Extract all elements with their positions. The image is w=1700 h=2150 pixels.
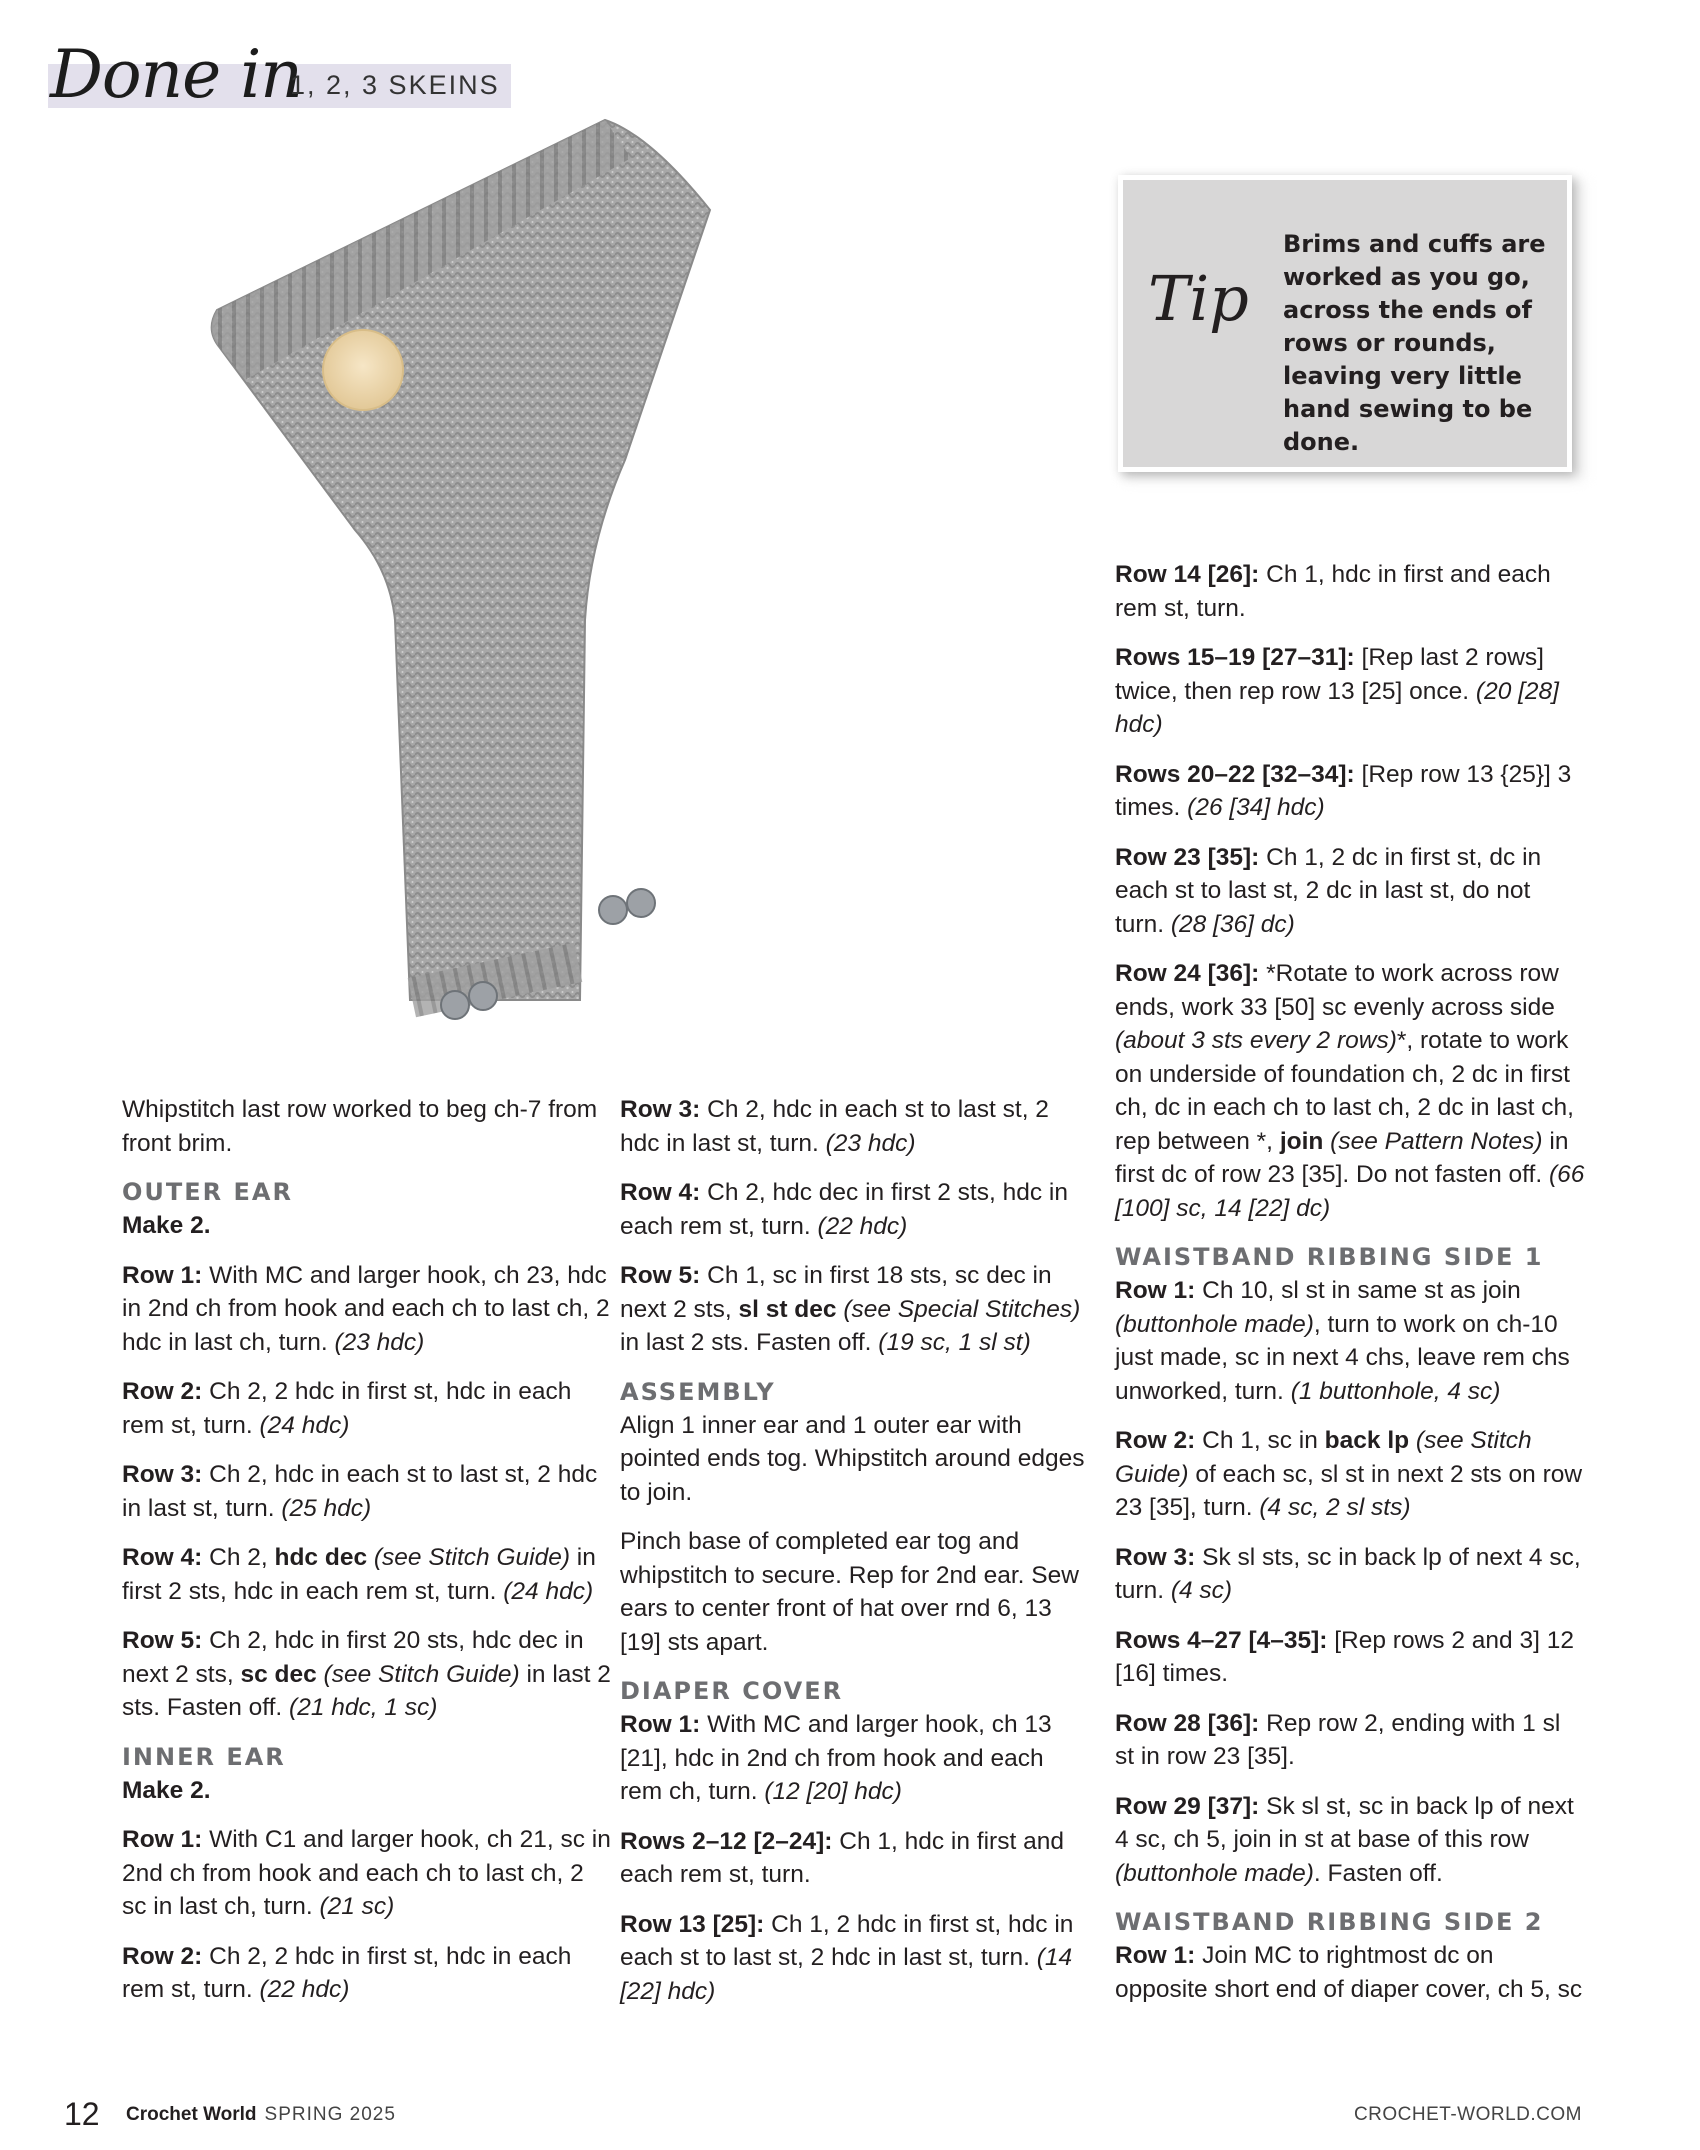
magazine-title: Crochet World [126,2104,257,2125]
button-icon [441,991,469,1019]
instruction-row: Row 4: Ch 2, hdc dec (see Stitch Guide) in first 2 sts, hdc in each rem st, turn. (24 hdc) [122,1544,596,1605]
instruction-row: Row 1: With C1 and larger hook, ch 21, sc in 2nd ch from hook and each ch to last ch, 2 sc in last ch, turn. (21 sc) [122,1826,611,1920]
column-2 [620,1093,1090,2024]
section-heading-inner-ear: INNER EAR [122,1742,286,1771]
instruction-row: Row 24 [36]: *Rotate to work across row ends, work 33 [50] sc evenly across side (about 3 sts every 2 rows)*, rotate to work on underside of foundation ch, 2 dc in first ch, dc in each ch to last ch, 2 dc in last ch, rep between *, join (see Pattern Notes) in first dc of row 23 [35]. Do not fasten off. (66 [100] sc, 14 [22] dc) [1115,960,1585,1222]
instruction-row: Row 2: Ch 2, 2 hdc in first st, hdc in each rem st, turn. (22 hdc) [122,1942,572,2003]
section-heading-diaper-cover: DIAPER COVER [620,1677,844,1705]
intro-paragraph: Whipstitch last row worked to beg ch-7 from front brim. [122,1096,598,1157]
pompom [323,330,403,410]
page-number: 12 [64,2096,100,2132]
section-heading-waistband-side-2: WAISTBAND RIBBING SIDE 2 [1115,1908,1544,1936]
instruction-row: Row 5: Ch 1, sc in first 18 sts, sc dec in next 2 sts, sl st dec (see Special Stitches) in last 2 sts. Fasten off. (19 sc, 1 sl st) [620,1262,1081,1356]
instruction-row: Row 3: Sk sl sts, sc in back lp of next 4 sc, turn. (4 sc) [1115,1543,1581,1604]
assembly-paragraph: Pinch base of completed ear tog and whipstitch to secure. Rep for 2nd ear. Sew ears to center front of hat over rnd 6, 13 [19] sts apart. [620,1528,1079,1656]
instruction-row: Row 3: Ch 2, hdc in each st to last st, 2 hdc in last st, turn. (23 hdc) [620,1096,1049,1157]
instruction-row: Row 14 [26]: Ch 1, hdc in first and each rem st, turn. [1115,561,1551,622]
diaper-cover-shape [212,120,710,1017]
button-icon [627,889,655,917]
instruction-row: Row 1: Ch 10, sl st in same st as join (buttonhole made), turn to work on ch-10 just made, sc in next 4 chs, leave rem chs unworked, turn. (1 buttonhole, 4 sc) [1115,1277,1570,1405]
instruction-row: Row 3: Ch 2, hdc in each st to last st, 2 hdc in last st, turn. (25 hdc) [122,1461,598,1522]
make-count: Make 2. [122,1776,211,1804]
instruction-row: Row 13 [25]: Ch 1, 2 hdc in first st, hdc in each st to last st, 2 hdc in last st, turn. (14 [22] hdc) [620,1910,1074,2005]
instruction-row: Row 28 [36]: Rep row 2, ending with 1 sl st in row 23 [35]. [1115,1709,1561,1770]
diaper-cover-photo [185,100,765,1060]
instruction-row: Row 1: With MC and larger hook, ch 13 [21], hdc in 2nd ch from hook and each rem ch, turn. (12 [20] hdc) [620,1711,1052,1805]
instruction-row: Row 1: With MC and larger hook, ch 23, hdc in 2nd ch from hook and each ch to last ch, 2 hdc in last ch, turn. (23 hdc) [122,1261,610,1356]
button-icon [469,982,497,1010]
instruction-row: Rows 20–22 [32–34]: [Rep row 13 {25}] 3 times. (26 [34] hdc) [1115,760,1572,821]
magazine-season: SPRING 2025 [264,2104,396,2125]
instruction-row: Rows 4–27 [4–35]: [Rep rows 2 and 3] 12 [16] times. [1115,1626,1574,1687]
tip-text: Brims and cuffs are worked as you go, across the ends of rows or rounds, leaving very little hand sewing to be done. [1283,230,1546,456]
instruction-row: Row 4: Ch 2, hdc dec in first 2 sts, hdc in each rem st, turn. (22 hdc) [620,1179,1068,1240]
section-heading-waistband-side-1: WAISTBAND RIBBING SIDE 1 [1115,1243,1544,1271]
header-skeins-label: 1, 2, 3 SKEINS [290,70,500,100]
instruction-row: Row 29 [37]: Sk sl st, sc in back lp of next 4 sc, ch 5, join in st at base of this row (buttonhole made). Fasten off. [1115,1792,1574,1887]
instruction-row: Row 2: Ch 1, sc in back lp (see Stitch Guide) of each sc, sl st in next 2 sts on row 23 [35], turn. (4 sc, 2 sl sts) [1115,1427,1583,1521]
footer-website: CROCHET-WORLD.COM [1353,2104,1582,2125]
button-icon [599,896,627,924]
section-heading-assembly: ASSEMBLY [620,1377,776,1406]
column-3 [1115,558,1585,2006]
make-count: Make 2. [122,1212,211,1239]
section-heading-outer-ear: OUTER EAR [122,1178,293,1206]
tip-script-label: Tip [1148,262,1249,335]
instruction-row: Row 5: Ch 2, hdc in first 20 sts, hdc dec in next 2 sts, sc dec (see Stitch Guide) in last 2 sts. Fasten off. (21 hdc, 1 sc) [122,1627,611,1721]
header-script-title: Done in [50,36,302,113]
instruction-row: Row 23 [35]: Ch 1, 2 dc in first st, dc in each st to last st, 2 dc in last st, do not turn. (28 [36] dc) [1115,843,1542,938]
column-1 [122,1093,612,2023]
instruction-row: Row 1: Join MC to rightmost dc on opposite short end of diaper cover, ch 5, sc [1115,1942,1583,2003]
instruction-row: Rows 15–19 [27–31]: [Rep last 2 rows] twice, then rep row 13 [25] once. (20 [28] hdc) [1115,644,1559,738]
footer-magazine [126,2105,396,2124]
assembly-paragraph: Align 1 inner ear and 1 outer ear with pointed ends tog. Whipstitch around edges to join. [620,1411,1085,1506]
instruction-row: Row 2: Ch 2, 2 hdc in first st, hdc in each rem st, turn. (24 hdc) [122,1378,572,1439]
instruction-row: Rows 2–12 [2–24]: Ch 1, hdc in first and each rem st, turn. [620,1827,1064,1888]
